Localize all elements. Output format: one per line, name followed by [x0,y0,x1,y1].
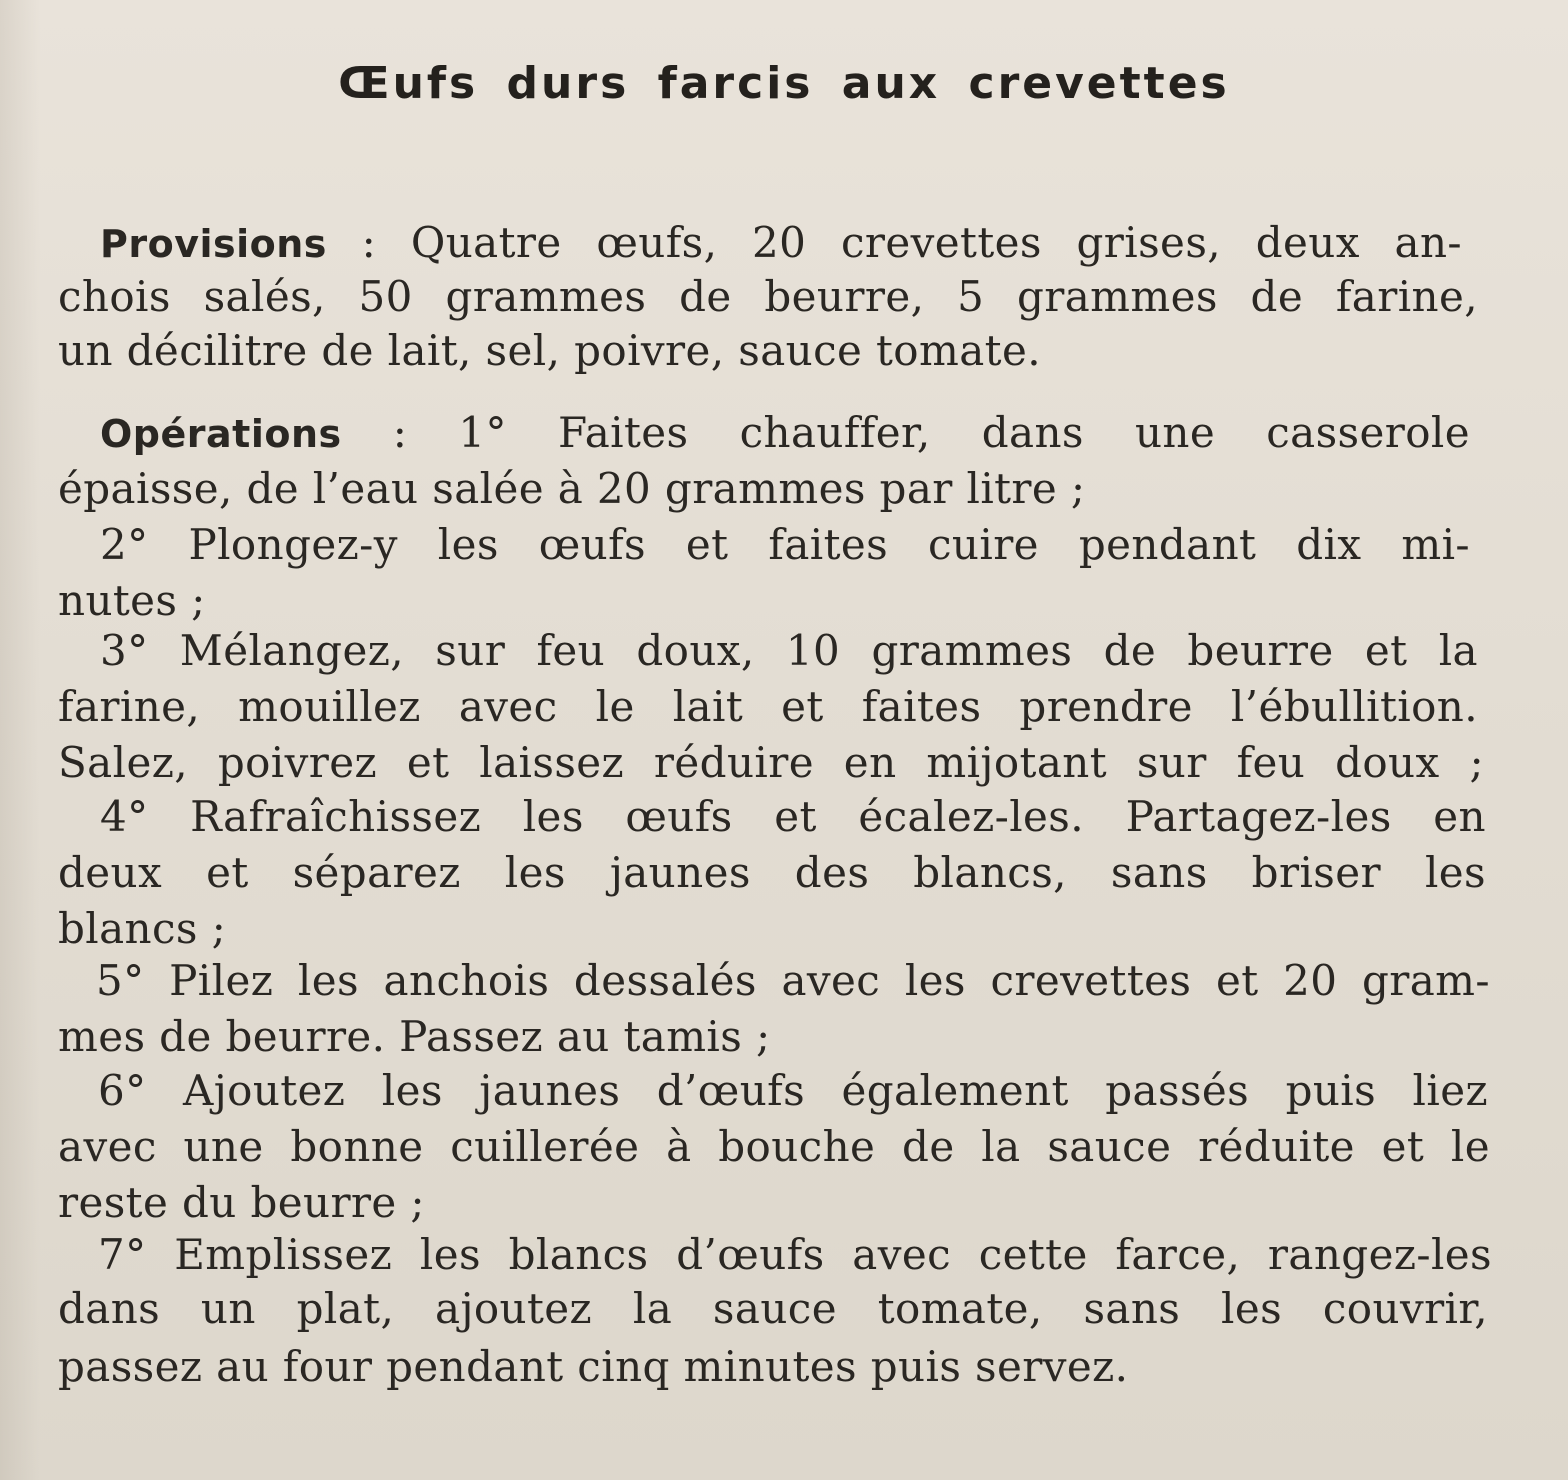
operations-label: Opérations [100,412,342,456]
operations-line-6: farine, mouillez avec le lait et faites prendre l’ébullition. [58,682,1478,731]
operations-line-13: 6° Ajoutez les jaunes d’œufs également passés puis liez [98,1066,1488,1115]
operations-step-1-text: 1° Faites chauffer, dans une casserole [458,408,1470,457]
operations-line-7: Salez, poivrez et laissez réduire en mijotant sur feu doux ; [58,738,1484,787]
operations-line-2: épaisse, de l’eau salée à 20 grammes par litre ; [58,464,1086,513]
provisions-separator: : [326,218,411,267]
page-gutter-shadow [0,0,40,1480]
operations-line-16: 7° Emplissez les blancs d’œufs avec cette farce, rangez-les [98,1230,1492,1279]
operations-line-4: nutes ; [58,576,206,625]
operations-line-3: 2° Plongez-y les œufs et faites cuire pendant dix mi- [100,520,1470,569]
operations-line-8: 4° Rafraîchissez les œufs et écalez-les. Partagez-les en [100,792,1486,841]
operations-separator: : [341,408,459,457]
operations-line-9: deux et séparez les jaunes des blancs, sans briser les [58,848,1486,897]
provisions-line-2: chois salés, 50 grammes de beurre, 5 grammes de farine, [58,272,1478,321]
recipe-title: Œufs durs farcis aux crevettes [338,58,1230,109]
operations-line-11: 5° Pilez les anchois dessalés avec les crevettes et 20 gram- [96,956,1490,1005]
operations-line-17: dans un plat, ajoutez la sauce tomate, sans les couvrir, [58,1284,1488,1333]
operations-line-12: mes de beurre. Passez au tamis ; [58,1012,771,1061]
operations-line-14: avec une bonne cuillerée à bouche de la sauce réduite et le [58,1122,1490,1171]
provisions-line-1 [100,216,1462,271]
operations-line-1 [100,406,1470,461]
operations-line-10: blancs ; [58,904,227,953]
provisions-text-1: Quatre œufs, 20 crevettes grises, deux an- [410,218,1462,267]
operations-line-15: reste du beurre ; [58,1178,425,1227]
provisions-line-3: un décilitre de lait, sel, poivre, sauce tomate. [58,326,1041,375]
operations-line-5: 3° Mélangez, sur feu doux, 10 grammes de beurre et la [100,626,1478,675]
operations-line-18: passez au four pendant cinq minutes puis servez. [58,1342,1129,1391]
provisions-label: Provisions [100,222,327,266]
